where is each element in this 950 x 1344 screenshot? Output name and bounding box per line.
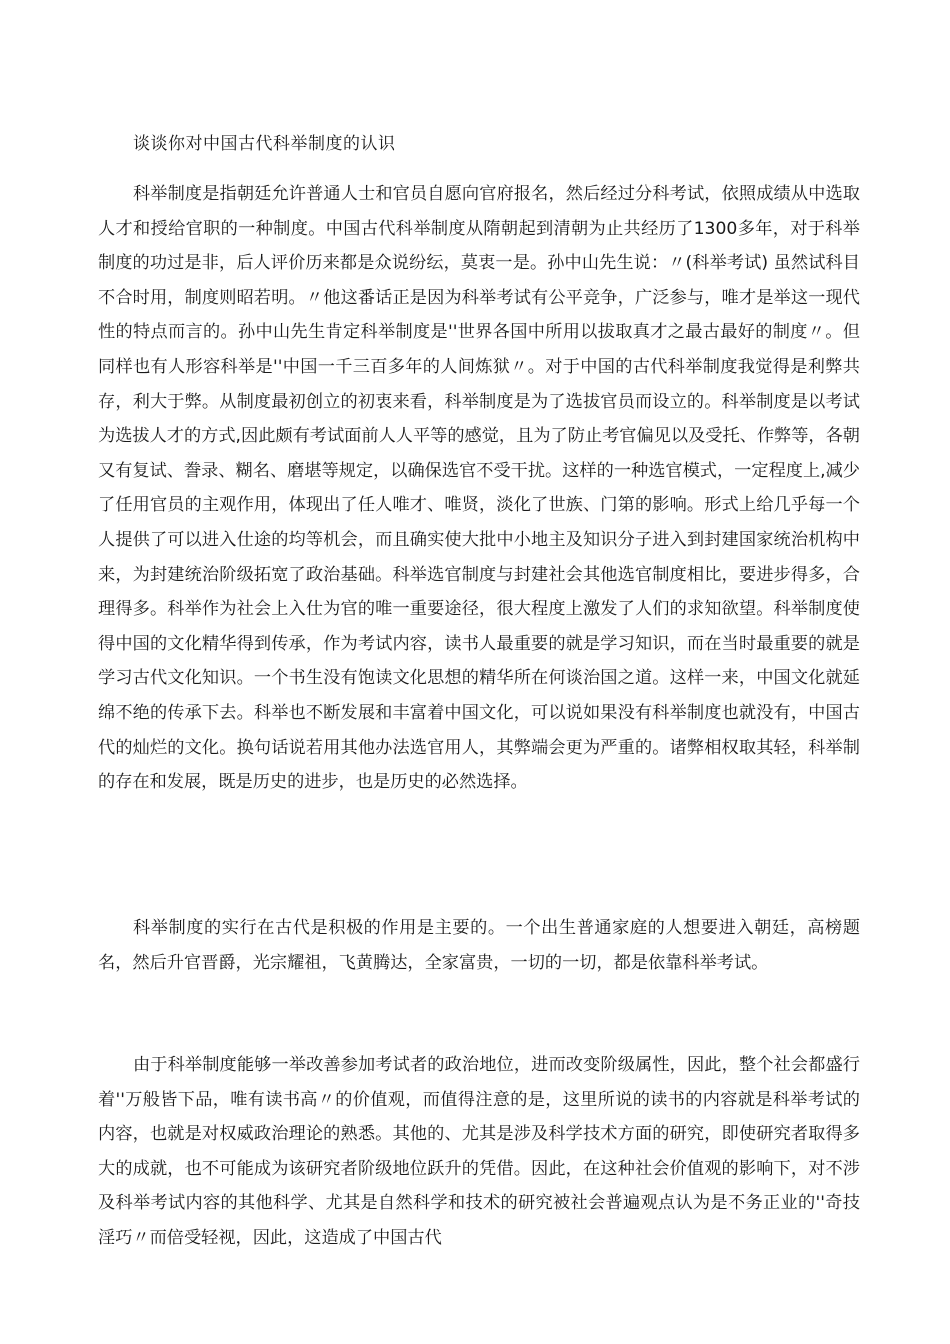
paragraph: 科举制度的实行在古代是积极的作用是主要的。一个出生普通家庭的人想要进入朝廷，高榜题名，然后升官晋爵，光宗耀祖，飞黄腾达，全家富贵，一切的一切，都是依靠科举考试。 [98,918,860,973]
paragraph: 科举制度是指朝廷允许普通人士和官员自愿向官府报名，然后经过分科考试，依照成绩从中选取人才和授给官职的一种制度。中国古代科举制度从隋朝起到清朝为止共经历了1300多年，对于科举制度的功过是非，后人评价历来都是众说纷纭，莫衷一是。孙中山先生说：〃(科举考试) 虽然试科目不合时用，制度则昭若明。〃他这番话正是因为科举考试有公平竞争，广泛参与，唯才是举这一现代性的特点而言的。孙中山先生肯定科举制度是''世界各国中所用以拔取真才之最古最好的制度〃。但同样也有人形容科举是''中国一千三百多年的人间炼狱〃。对于中国的古代科举制度我觉得是利弊共存，利大于弊。从制度最初创立的初衷来看，科举制度是为了选拔官员而设立的。科举制度是以考试为选拔人才的方式,因此颇有考试面前人人平等的感觉，且为了防止考官偏见以及受托、作弊等，各朝又有复试、誊录、糊名、磨堪等规定，以确保选官不受干扰。这样的一种选官模式，一定程度上,减少了任用官员的主观作用，体现出了任人唯才、唯贤，淡化了世族、门第的影响。形式上给几乎每一个人提供了可以进入仕途的均等机会，而且确实使大批中小地主及知识分子进入到封建国家统治机构中来，为封建统治阶级拓宽了政治基础。科举选官制度与封建社会其他选官制度相比，要进步得多，合理得多。科举作为社会上入仕为官的唯一重要途径，很大程度上激发了人们的求知欲望。科举制度使得中国的文化精华得到传承，作为考试内容，读书人最重要的就是学习知识，而在当时最重要的就是学习古代文化知识。一个书生没有饱读文化思想的精华所在何谈治国之道。这样一来，中国文化就延绵不绝的传承下去。科举也不断发展和丰富着中国文化，可以说如果没有科举制度也就没有，中国古代的灿烂的文化。换句话说若用其他办法选官用人，其弊端会更为严重的。诸弊相权取其轻，科举制的存在和发展，既是历史的进步，也是历史的必然选择。 [98,184,860,793]
document-title: 谈谈你对中国古代科举制度的认识 [133,134,396,154]
paragraph: 由于科举制度能够一举改善参加考试者的政治地位，进而改变阶级属性，因此，整个社会都盛行着''万般皆下品，唯有读书高〃的价值观，而值得注意的是，这里所说的读书的内容就是科举考试的内容，也就是对权威政治理论的熟悉。其他的、尤其是涉及科学技术方面的研究，即使研究者取得多大的成就，也不可能成为该研究者阶级地位跃升的凭借。因此，在这种社会价值观的影响下，对不涉及科举考试内容的其他科学、尤其是自然科学和技术的研究被社会普遍观点认为是不务正业的''奇技淫巧〃而倍受轻视，因此，这造成了中国古代 [98,1055,860,1248]
